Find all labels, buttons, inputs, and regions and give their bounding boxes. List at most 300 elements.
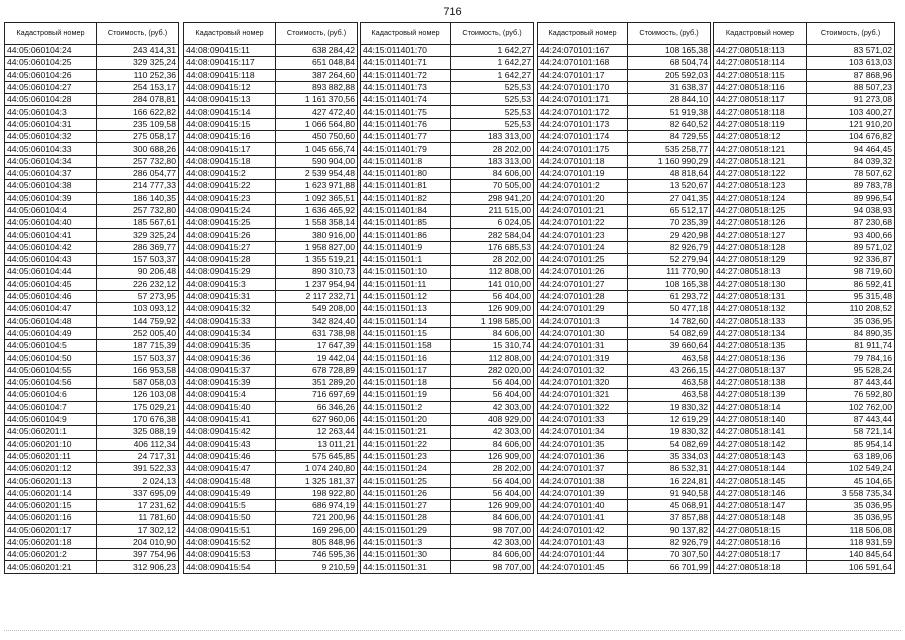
table-row	[184, 241, 358, 253]
cadastral-number-cell: 44:27:080518:128	[714, 241, 807, 253]
table-row	[5, 450, 179, 462]
cost-cell: 1 074 240,80	[276, 463, 358, 475]
cadastral-number-cell: 44:24:070101:35	[538, 438, 628, 450]
cost-cell: 85 954,14	[807, 438, 895, 450]
table-row	[361, 290, 534, 302]
cost-cell: 1 623 971,88	[276, 180, 358, 192]
cost-cell: 590 904,00	[276, 155, 358, 167]
cost-cell: 406 112,34	[97, 438, 179, 450]
table-row	[184, 167, 358, 179]
cost-cell: 1 636 465,92	[276, 204, 358, 216]
column-header-cost: Стоимость, (руб.)	[97, 23, 179, 45]
table-row	[361, 69, 534, 81]
table-row	[361, 143, 534, 155]
cadastral-number-cell: 44:05:060201:11	[5, 450, 97, 462]
cadastral-number-cell: 44:05:060104:55	[5, 364, 97, 376]
cadastral-number-cell: 44:24:070101:322	[538, 401, 628, 413]
cost-cell: 17 647,39	[276, 340, 358, 352]
cost-cell: 61 293,72	[628, 290, 711, 302]
cost-cell: 19 830,32	[628, 426, 711, 438]
table-row	[538, 45, 711, 57]
cost-cell: 28 844,10	[628, 94, 711, 106]
cost-cell: 275 058,17	[97, 131, 179, 143]
cost-cell: 15 310,74	[451, 340, 534, 352]
table-row	[538, 131, 711, 143]
cost-cell: 83 571,02	[807, 45, 895, 57]
cost-cell: 716 697,69	[276, 389, 358, 401]
cadastral-number-cell: 44:24:070101:37	[538, 463, 628, 475]
cadastral-number-cell: 44:15:011401:75	[361, 106, 451, 118]
cost-cell: 463,58	[628, 389, 711, 401]
cadastral-number-cell: 44:05:060201:21	[5, 561, 97, 573]
table-row	[361, 81, 534, 93]
table-row	[714, 463, 895, 475]
cadastral-number-cell: 44:15:011501:24	[361, 463, 451, 475]
cost-cell: 427 472,40	[276, 106, 358, 118]
table-row	[184, 426, 358, 438]
cadastral-number-cell: 44:27:080518:17	[714, 549, 807, 561]
table-row	[184, 303, 358, 315]
cadastral-number-cell: 44:05:060104:6	[5, 389, 97, 401]
table-row	[361, 450, 534, 462]
table-row	[714, 389, 895, 401]
cadastral-number-cell: 44:27:080518:139	[714, 389, 807, 401]
table-row	[538, 266, 711, 278]
table-row	[361, 352, 534, 364]
table-row	[361, 340, 534, 352]
cadastral-number-cell: 44:08:090415:118	[184, 69, 276, 81]
cadastral-number-cell: 44:24:070101:22	[538, 217, 628, 229]
cost-cell: 450 750,60	[276, 131, 358, 143]
table-row	[5, 524, 179, 536]
cost-cell: 1 066 564,80	[276, 118, 358, 130]
cadastral-number-cell: 44:08:090415:24	[184, 204, 276, 216]
page-number: 716	[443, 6, 462, 18]
cadastral-number-cell: 44:15:011401:79	[361, 143, 451, 155]
cost-cell: 157 503,37	[97, 352, 179, 364]
cadastral-number-cell: 44:08:090415:16	[184, 131, 276, 143]
cost-cell: 205 592,03	[628, 69, 711, 81]
cost-cell: 257 732,80	[97, 155, 179, 167]
cadastral-number-cell: 44:27:080518:146	[714, 487, 807, 499]
cadastral-number-cell: 44:27:080518:136	[714, 352, 807, 364]
table-row	[184, 487, 358, 499]
cost-cell: 286 054,77	[97, 167, 179, 179]
table-row	[184, 69, 358, 81]
cost-cell: 525,53	[451, 94, 534, 106]
table-row	[5, 241, 179, 253]
cadastral-number-cell: 44:05:060104:31	[5, 118, 97, 130]
table-row	[184, 536, 358, 548]
cost-cell: 66 701,99	[628, 561, 711, 573]
cost-cell: 525,53	[451, 118, 534, 130]
table-row	[184, 278, 358, 290]
table-row	[5, 204, 179, 216]
cost-cell: 31 638,37	[628, 81, 711, 93]
cadastral-number-cell: 44:08:090415:34	[184, 327, 276, 339]
table-row	[5, 340, 179, 352]
table-row	[184, 450, 358, 462]
cadastral-number-cell: 44:08:090415:3	[184, 278, 276, 290]
table-row	[184, 106, 358, 118]
table-row	[184, 315, 358, 327]
cadastral-number-cell: 44:24:070101:40	[538, 499, 628, 511]
cost-cell: 686 974,19	[276, 499, 358, 511]
cost-cell: 29 420,98	[628, 229, 711, 241]
column-header-cost: Стоимость, (руб.)	[276, 23, 358, 45]
cadastral-number-cell: 44:24:070101:19	[538, 167, 628, 179]
cost-cell: 627 960,06	[276, 413, 358, 425]
cost-cell: 397 754,96	[97, 549, 179, 561]
cost-cell: 84 606,00	[451, 512, 534, 524]
cost-cell: 84 606,00	[451, 438, 534, 450]
table-row	[538, 524, 711, 536]
table-row	[361, 536, 534, 548]
table-row	[184, 512, 358, 524]
cadastral-number-cell: 44:05:060201:1	[5, 426, 97, 438]
cadastral-number-cell: 44:08:090415:17	[184, 143, 276, 155]
cadastral-number-cell: 44:05:060201:14	[5, 487, 97, 499]
cadastral-number-cell: 44:08:090415:31	[184, 290, 276, 302]
cadastral-number-cell: 44:15:011501:28	[361, 512, 451, 524]
table-row	[361, 463, 534, 475]
cadastral-number-cell: 44:05:060201:12	[5, 463, 97, 475]
table-row	[714, 561, 895, 573]
table-row	[538, 327, 711, 339]
table-row	[538, 192, 711, 204]
table-row	[714, 549, 895, 561]
table-row	[5, 180, 179, 192]
cadastral-number-cell: 44:24:070101:30	[538, 327, 628, 339]
table-row	[714, 413, 895, 425]
cadastral-number-cell: 44:05:060104:43	[5, 254, 97, 266]
cost-cell: 84 606,00	[451, 549, 534, 561]
cadastral-number-cell: 44:08:090415:117	[184, 57, 276, 69]
cost-cell: 86 532,31	[628, 463, 711, 475]
table-row	[5, 254, 179, 266]
cadastral-table-4	[537, 22, 711, 574]
table-row	[714, 131, 895, 143]
cadastral-number-cell: 44:08:090415:33	[184, 315, 276, 327]
table-row	[361, 561, 534, 573]
table-row	[5, 143, 179, 155]
cost-cell: 112 808,00	[451, 266, 534, 278]
table-row	[538, 315, 711, 327]
cost-cell: 90 137,82	[628, 524, 711, 536]
cadastral-number-cell: 44:08:090415:29	[184, 266, 276, 278]
cadastral-number-cell: 44:27:080518:118	[714, 106, 807, 118]
cadastral-number-cell: 44:05:060104:42	[5, 241, 97, 253]
cadastral-number-cell: 44:05:060201:13	[5, 475, 97, 487]
table-row	[5, 364, 179, 376]
column-header-cadastral-number: Кадастровый номер	[5, 23, 97, 45]
cost-cell: 56 404,00	[451, 377, 534, 389]
cadastral-number-cell: 44:24:070101:33	[538, 413, 628, 425]
cost-cell: 54 082,69	[628, 438, 711, 450]
cost-cell: 57 273,95	[97, 290, 179, 302]
cadastral-number-cell: 44:15:011501:15	[361, 327, 451, 339]
table-row	[184, 401, 358, 413]
cost-cell: 28 202,00	[451, 463, 534, 475]
cadastral-table-3	[360, 22, 534, 574]
table-row	[714, 106, 895, 118]
cadastral-number-cell: 44:27:080518:122	[714, 167, 807, 179]
cadastral-number-cell: 44:27:080518:142	[714, 438, 807, 450]
cadastral-number-cell: 44:27:080518:124	[714, 192, 807, 204]
cost-cell: 144 759,92	[97, 315, 179, 327]
cost-cell: 108 165,38	[628, 278, 711, 290]
cadastral-number-cell: 44:08:090415:46	[184, 450, 276, 462]
table-row	[361, 499, 534, 511]
table-row	[361, 106, 534, 118]
cost-cell: 631 738,98	[276, 327, 358, 339]
cadastral-number-cell: 44:27:080518:16	[714, 536, 807, 548]
cost-cell: 204 010,90	[97, 536, 179, 548]
cadastral-number-cell: 44:08:090415:51	[184, 524, 276, 536]
cadastral-number-cell: 44:08:090415:43	[184, 438, 276, 450]
cost-cell: 90 206,48	[97, 266, 179, 278]
cost-cell: 166 953,58	[97, 364, 179, 376]
cadastral-number-cell: 44:15:011501:158	[361, 340, 451, 352]
cadastral-number-cell: 44:08:090415:53	[184, 549, 276, 561]
table-row	[184, 81, 358, 93]
table-row	[5, 303, 179, 315]
column-header-cost: Стоимость, (руб.)	[451, 23, 534, 45]
cadastral-number-cell: 44:15:011401:77	[361, 131, 451, 143]
table-row	[361, 487, 534, 499]
table-row	[5, 106, 179, 118]
table-row	[5, 315, 179, 327]
cost-cell: 81 911,74	[807, 340, 895, 352]
table-row	[714, 69, 895, 81]
cadastral-number-cell: 44:27:080518:121	[714, 143, 807, 155]
cadastral-number-cell: 44:24:070101:45	[538, 561, 628, 573]
table-row	[714, 340, 895, 352]
cost-cell: 95 315,48	[807, 290, 895, 302]
cadastral-number-cell: 44:05:060201:2	[5, 549, 97, 561]
cadastral-number-cell: 44:08:090415:13	[184, 94, 276, 106]
cost-cell: 89 783,78	[807, 180, 895, 192]
cadastral-number-cell: 44:15:011501:17	[361, 364, 451, 376]
cost-cell: 549 208,00	[276, 303, 358, 315]
table-row	[5, 192, 179, 204]
cadastral-number-cell: 44:15:011501:19	[361, 389, 451, 401]
cadastral-number-cell: 44:24:070101:31	[538, 340, 628, 352]
table-row	[361, 549, 534, 561]
cost-cell: 87 868,96	[807, 69, 895, 81]
table-row	[361, 192, 534, 204]
table-row	[5, 229, 179, 241]
cadastral-number-cell: 44:24:070101:21	[538, 204, 628, 216]
cost-cell: 126 909,00	[451, 499, 534, 511]
table-row	[184, 463, 358, 475]
cost-cell: 282 020,00	[451, 364, 534, 376]
cadastral-number-cell: 44:24:070101:29	[538, 303, 628, 315]
table-row	[714, 254, 895, 266]
cost-cell: 1 092 365,51	[276, 192, 358, 204]
table-row	[714, 352, 895, 364]
cost-cell: 24 717,31	[97, 450, 179, 462]
cost-cell: 2 539 954,48	[276, 167, 358, 179]
table-row	[361, 94, 534, 106]
cadastral-number-cell: 44:05:060104:47	[5, 303, 97, 315]
cost-cell: 56 404,00	[451, 475, 534, 487]
table-row	[714, 45, 895, 57]
cost-cell: 42 303,00	[451, 536, 534, 548]
table-row	[361, 45, 534, 57]
cost-cell: 93 400,66	[807, 229, 895, 241]
cadastral-number-cell: 44:08:090415:11	[184, 45, 276, 57]
cadastral-number-cell: 44:24:070101:172	[538, 106, 628, 118]
table-row	[5, 499, 179, 511]
cadastral-number-cell: 44:15:011401:76	[361, 118, 451, 130]
table-row	[714, 499, 895, 511]
cadastral-number-cell: 44:08:090415:32	[184, 303, 276, 315]
cost-cell: 254 153,17	[97, 81, 179, 93]
cadastral-number-cell: 44:08:090415:39	[184, 377, 276, 389]
cadastral-number-cell: 44:15:011401:71	[361, 57, 451, 69]
cadastral-number-cell: 44:15:011501:18	[361, 377, 451, 389]
cadastral-number-cell: 44:08:090415:23	[184, 192, 276, 204]
table-row	[5, 327, 179, 339]
cost-cell: 126 909,00	[451, 450, 534, 462]
cost-cell: 35 334,03	[628, 450, 711, 462]
cadastral-number-cell: 44:08:090415:4	[184, 389, 276, 401]
cost-cell: 45 068,91	[628, 499, 711, 511]
table-header-row	[184, 23, 358, 45]
table-row	[714, 118, 895, 130]
cadastral-number-cell: 44:08:090415:37	[184, 364, 276, 376]
cost-cell: 98 707,00	[451, 524, 534, 536]
cadastral-number-cell: 44:15:011501:16	[361, 352, 451, 364]
cost-cell: 84 039,32	[807, 155, 895, 167]
cadastral-number-cell: 44:27:080518:145	[714, 475, 807, 487]
cost-cell: 84 890,35	[807, 327, 895, 339]
table-row	[184, 389, 358, 401]
table-row	[184, 217, 358, 229]
cadastral-number-cell: 44:27:080518:12	[714, 131, 807, 143]
table-row	[5, 118, 179, 130]
table-row	[361, 254, 534, 266]
cadastral-number-cell: 44:27:080518:114	[714, 57, 807, 69]
cost-cell: 329 325,24	[97, 229, 179, 241]
cadastral-number-cell: 44:08:090415:41	[184, 413, 276, 425]
table-row	[5, 377, 179, 389]
cost-cell: 214 777,33	[97, 180, 179, 192]
cadastral-number-cell: 44:08:090415:35	[184, 340, 276, 352]
table-row	[714, 487, 895, 499]
table-row	[5, 69, 179, 81]
cost-cell: 13 520,67	[628, 180, 711, 192]
cost-cell: 651 048,84	[276, 57, 358, 69]
cadastral-number-cell: 44:27:080518:113	[714, 45, 807, 57]
column-header-cadastral-number: Кадастровый номер	[184, 23, 276, 45]
table-row	[184, 143, 358, 155]
table-row	[5, 81, 179, 93]
cadastral-number-cell: 44:08:090415:22	[184, 180, 276, 192]
table-row	[361, 524, 534, 536]
cadastral-number-cell: 44:05:060201:18	[5, 536, 97, 548]
table-row	[714, 315, 895, 327]
table-row	[538, 106, 711, 118]
cost-cell: 103 400,27	[807, 106, 895, 118]
cost-cell: 198 922,80	[276, 487, 358, 499]
table-row	[361, 167, 534, 179]
table-row	[538, 512, 711, 524]
cadastral-number-cell: 44:08:090415:28	[184, 254, 276, 266]
cadastral-number-cell: 44:27:080518:134	[714, 327, 807, 339]
cost-cell: 575 645,85	[276, 450, 358, 462]
cadastral-number-cell: 44:15:011501:26	[361, 487, 451, 499]
cadastral-number-cell: 44:15:011501:13	[361, 303, 451, 315]
table-row	[538, 487, 711, 499]
cost-cell: 112 808,00	[451, 352, 534, 364]
cost-cell: 94 038,93	[807, 204, 895, 216]
cadastral-number-cell: 44:15:011501:21	[361, 426, 451, 438]
table-row	[361, 475, 534, 487]
cost-cell: 3 558 735,34	[807, 487, 895, 499]
cadastral-number-cell: 44:08:090415:26	[184, 229, 276, 241]
cost-cell: 186 140,35	[97, 192, 179, 204]
cost-cell: 102 549,24	[807, 463, 895, 475]
table-row	[361, 241, 534, 253]
cadastral-number-cell: 44:05:060201:16	[5, 512, 97, 524]
cadastral-number-cell: 44:15:011401:72	[361, 69, 451, 81]
cost-cell: 103 613,03	[807, 57, 895, 69]
cost-cell: 19 442,04	[276, 352, 358, 364]
table-row	[361, 401, 534, 413]
cadastral-number-cell: 44:24:070101:173	[538, 118, 628, 130]
cadastral-number-cell: 44:24:070101:170	[538, 81, 628, 93]
cadastral-number-cell: 44:24:070101:2	[538, 180, 628, 192]
cadastral-number-cell: 44:08:090415:5	[184, 499, 276, 511]
table-row	[5, 512, 179, 524]
cost-cell: 56 404,00	[451, 389, 534, 401]
cost-cell: 82 640,52	[628, 118, 711, 130]
table-row	[184, 192, 358, 204]
cadastral-number-cell: 44:15:011501:10	[361, 266, 451, 278]
cadastral-number-cell: 44:27:080518:144	[714, 463, 807, 475]
cadastral-number-cell: 44:08:090415:25	[184, 217, 276, 229]
cost-cell: 91 940,58	[628, 487, 711, 499]
table-row	[361, 389, 534, 401]
cadastral-number-cell: 44:05:060104:25	[5, 57, 97, 69]
cost-cell: 27 041,35	[628, 192, 711, 204]
cadastral-number-cell: 44:15:011401:9	[361, 241, 451, 253]
cost-cell: 252 005,40	[97, 327, 179, 339]
cost-cell: 35 036,95	[807, 315, 895, 327]
cadastral-number-cell: 44:08:090415:52	[184, 536, 276, 548]
cost-cell: 13 011,21	[276, 438, 358, 450]
cadastral-number-cell: 44:27:080518:148	[714, 512, 807, 524]
cadastral-number-cell: 44:05:060104:32	[5, 131, 97, 143]
cost-cell: 329 325,24	[97, 57, 179, 69]
cost-cell: 98 707,00	[451, 561, 534, 573]
table-row	[714, 57, 895, 69]
cost-cell: 1 045 656,74	[276, 143, 358, 155]
cadastral-number-cell: 44:27:080518:143	[714, 450, 807, 462]
cadastral-number-cell: 44:05:060104:46	[5, 290, 97, 302]
cost-cell: 35 036,95	[807, 512, 895, 524]
cost-cell: 51 919,38	[628, 106, 711, 118]
cadastral-number-cell: 44:15:011401:86	[361, 229, 451, 241]
cadastral-number-cell: 44:05:060104:48	[5, 315, 97, 327]
cost-cell: 175 029,21	[97, 401, 179, 413]
cadastral-number-cell: 44:05:060104:34	[5, 155, 97, 167]
table-row	[538, 499, 711, 511]
cadastral-number-cell: 44:08:090415:48	[184, 475, 276, 487]
cost-cell: 78 507,62	[807, 167, 895, 179]
